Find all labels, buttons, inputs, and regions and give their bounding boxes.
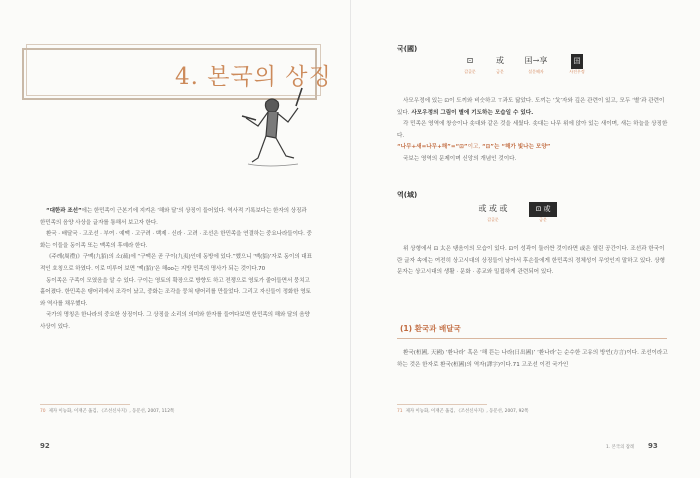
kuk-glyph-shuowen [515,54,557,75]
right-paragraph-3-emphasis-2: “⊡”는 “해가 빛나는 모양” [481,144,551,151]
kuk-glyph-2: 或 [496,56,504,65]
left-paragraph-1 [40,206,312,229]
left-paragraph-5: 국가의 명칭은 한나라의 중요한 상징이다. 그 상징을 소리의 의미와 한자를 들여다보면 한민족의 해와 달의 음양사상이 있다. [40,312,310,330]
left-paragraph-1-emphasis: “대한과 조선” [46,208,82,214]
kuk-glyph-1: ⊡ [466,56,474,65]
kuk-caption-3: 설문해자 [528,69,544,74]
kuk-glyph-bronze [485,54,515,75]
left-paragraph-2: 환국 · 배달국 · 고조선 · 부여 · 예맥 · 고구려 · 백제 · 신라 · 고려 · 조선은 한민족을 연결하는 중요나라들이다. 중화는 이들을 동이족 또는 맥족의 후예라 한다. [40,231,312,249]
yeok-heading: 역(域) [397,191,418,199]
yeok-caption-1: 갑골문 [487,217,499,222]
section-title: (1) 환국과 배달국 [400,324,461,333]
left-footnote-number: 70 [40,409,46,414]
yeok-glyph-2: ⊡ 或 [529,202,557,217]
kuk-heading: 국(國) [397,45,418,53]
warrior-illustration [238,84,308,170]
page-number-right: 93 [648,442,658,450]
left-footnote-rule [40,404,130,405]
right-footnote [397,408,528,414]
right-footnote-number: 71 [397,409,403,414]
left-footnote [40,408,174,414]
right-paragraph-1-text: 사모우정에 있는 ⊡이 도끼와 비슷하고 ⊤과도 닮았다. 도끼는 ‘戈’자와 깊은 관련이 있고, 모두 ‘별’과 관련이 있다. [397,98,665,116]
right-paragraph-5: 위 상형에서 ⊡ 太은 탱음이의 모습이 있다. ⊡이 성곽이 둘러싼 것이라면 或은 열린 공간이다. 조선과 한국이란 글자 속에는 여전히 상고시대의 상징들이 남아서 후손들에게 한민족의 정체성이 무엇인지 말하고 있다. 상형문자는 상고시대의 생활 · 문화 · 종교와 밀접하게 관련되어 있다. [397,246,666,276]
right-paragraph-3-emphasis: “나무+새=나무+해”=“⊡” [397,144,468,151]
left-body-text [40,206,312,334]
right-paragraph-3-text: 이고, [467,144,482,151]
kuk-caption-2: 금문 [496,69,504,74]
left-paragraph-4: 동이족은 구족이 모였음을 알 수 있다. 구이는 영토의 확장으로 방향도 하고 전쟁으로 영토가 줄어들면서 뭉치고 흩어졌다. 한민족은 탱어리에서 조각이 났고, 중화는 조각을 뭉쳐 탱어리를 만들었다. 그리고 자신들이 정화한 영토와 역사를 채우했다. [40,277,311,307]
right-paragraph-6: 환국(桓國, 天國) ‘환나라’ 혹은 ‘해 뜬는 나라(日出國)’ ‘환나라’는 순수한 고유의 방언(方言)이다. 조선이라고 하는 것은 한자로 환국(桓國)의 역자(譯字)이다.71 고조선 이전 국가인 [397,350,668,368]
right-paragraph-2: 각 민족은 영역에 창승이나 솟대와 같은 것을 세웠다. 솟대는 나무 위에 앉아 있는 새이며, 새는 하늘을 상징한다. [397,121,668,139]
right-footnote-rule [397,404,487,405]
right-paragraph-1-emphasis: 사모우정의 그림이 별에 기도하는 모습일 수 있다. [411,109,534,116]
left-footnote-text: 제자 이능화, 이재곤 옮김, 《조선신사지》, 동문선, 2007, 112쪽 [48,409,175,414]
kuk-caption-4: 사진우정 [569,69,585,74]
yeok-caption-2: 금문 [539,217,547,222]
right-paragraph-4: 국보는 영역의 문제이며 신앙의 개념인 것이다. [403,155,517,162]
kuk-glyph-oracle [455,54,485,75]
left-paragraph-1-text: 에는 한민족이 근본기에 지켜온 ‘해와 달’의 상징이 들어있다. 역사적 기록보다는 한자의 상징과 한민족의 음양 사상을 글자를 통해서 보고자 한다. [40,208,307,226]
yeok-glyph-bronze [518,202,568,223]
right-body-mid [397,244,669,279]
yeok-glyph-row [468,202,568,223]
kuk-glyph-4: 囯 [571,54,583,69]
chapter-title: 4. 본국의 상징 [175,64,332,90]
kuk-glyph-seal [557,54,597,75]
section-rule [397,338,667,339]
page-number-left: 92 [40,442,50,450]
kuk-glyph-row [455,54,597,75]
kuk-glyph-3: 囯→享 [524,56,548,65]
right-body-bottom [397,348,669,371]
right-paragraph-3 [397,142,669,154]
yeok-glyph-oracle [468,202,518,223]
right-paragraph-1 [397,96,669,119]
right-footnote-text: 제자 이능화, 이재곤 옮김, 《조선신사지》, 동문선, 2007, 92쪽 [405,409,529,414]
left-paragraph-3: 《주례(周禮)》구맥(九貊)의 소(疏)에 “구맥은 곧 구이(九夷)인데 동방에 있다.”했으니 ‘맥(貊)’자로 동이의 대표적인 호칭으로 하였다. 이로 미루어 보면 ‘맥(貊)’은 해oo는 지방 민족의 명사가 되는 것이다.70 [40,254,312,272]
running-head: 1. 본국의 잡례 [606,445,635,450]
yeok-glyph-1: 或 或 或 [478,204,508,213]
right-body-top [397,96,669,166]
kuk-caption-1: 갑골문 [464,69,476,74]
